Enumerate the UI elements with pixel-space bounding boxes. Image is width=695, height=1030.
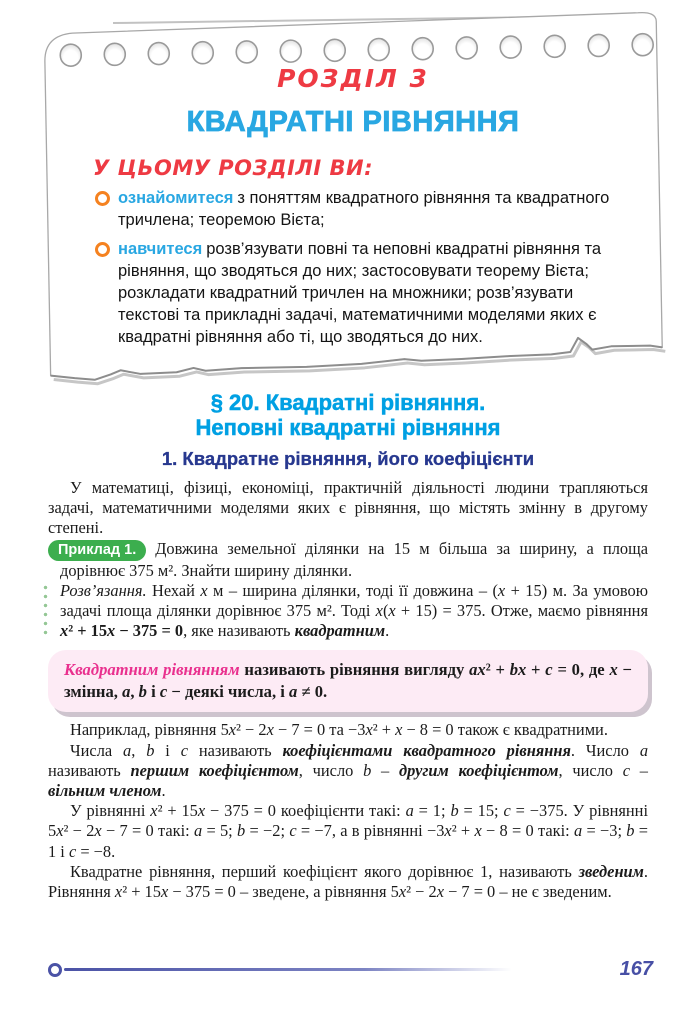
chapter-card bbox=[43, 4, 663, 392]
definition-box: Квадратним рівнянням називають рівняння вигляду ax² + bx + c = 0, де x − змінна, a, b і c − деякі числа, і a ≠ 0. bbox=[48, 650, 648, 712]
section-title bbox=[48, 390, 648, 440]
chapter-bullet-item bbox=[95, 238, 637, 348]
chapter-card-content bbox=[43, 4, 663, 355]
bullet-lead: ознайомитеся bbox=[118, 189, 234, 207]
footer-rule bbox=[64, 968, 610, 971]
page-number: 167 bbox=[619, 958, 653, 980]
bullet-ring-icon bbox=[95, 242, 110, 257]
chapter-title: КВАДРАТНІ РІВНЯННЯ bbox=[186, 106, 520, 138]
chapter-bullet-item bbox=[95, 187, 637, 231]
example-statement: Довжина земельної ділянки на 15 м більша за ширину, а площа дорівнює 375 м². Знайти ширину ділянки. bbox=[60, 538, 648, 580]
paragraph: Наприклад, рівняння 5x² − 2x − 7 = 0 та −3x² + x − 8 = 0 також є квадратними. bbox=[70, 720, 608, 740]
paragraph: Квадратне рівняння, перший коефіцієнт якого дорівнює 1, називають зведеним. Рівняння x² + 15x − 375 = 0 – зведене, а рівняння 5x² − 2x − 7 = 0 – не є зведеним. bbox=[48, 861, 648, 902]
example-badge: Приклад 1. bbox=[48, 540, 146, 561]
paragraph: У математиці, фізиці, економіці, практичній діяльності людини трапляються задачі, математичними моделями яких є рівняння, що містять змінну в другому степені. bbox=[48, 478, 648, 538]
chapter-intro-heading: У ЦЬОМУ РОЗДІЛІ ВИ: bbox=[93, 156, 373, 180]
page-footer bbox=[48, 958, 653, 981]
bullet-lead: навчитеся bbox=[118, 240, 203, 258]
example-1-block bbox=[48, 539, 648, 642]
example-solution-paragraph: Розв’язання. Нехай x м – ширина ділянки, тоді її довжина – (x + 15) м. За умовою задачі площа ділянки дорівнює 375 м². Тоді x(x + 15) = 375. Отже, маємо рівняння x² + 15x − 375 = 0, яке називають квадратним. bbox=[60, 580, 648, 641]
example-dotted-rule bbox=[43, 583, 48, 639]
paragraph: У рівнянні x² + 15x − 375 = 0 коефіцієнти такі: a = 1; b = 15; c = −375. У рівнянні 5x² − 2x − 7 = 0 такі: a = 5; b = −2; c = −7, а в рівнянні −3x² + x − 8 = 0 такі: a = −3; b = 1 і c = −8. bbox=[48, 801, 649, 861]
footer-circle-icon bbox=[48, 963, 62, 977]
section-title-line2: Неповні квадратні рівняння bbox=[195, 415, 501, 440]
example-statement-paragraph bbox=[60, 539, 648, 581]
subsection-title: 1. Квадратне рівняння, його коефіцієнти bbox=[161, 448, 535, 469]
page-body bbox=[48, 390, 648, 902]
chapter-number: РОЗДІЛ 3 bbox=[277, 64, 429, 93]
bullet-ring-icon bbox=[95, 191, 110, 206]
bullet-text: з поняттям квадратного рівняння та квадратного тричлена; теоремою Вієта; bbox=[118, 189, 610, 229]
bullet-text: розв’язувати повні та неповні квадратні рівняння та рівняння, що зводяться до них; застосовувати теорему Вієта; розкладати квадратний тричлен на множники; розв’язувати текстові та прикладні задачі, математичними моделями яких є квадратні рівняння або ті, що зводяться до них. bbox=[118, 240, 602, 346]
paragraph: Числа a, b і c називають коефіцієнтами квадратного рівняння. Число a називають першим коефіцієнтом, число b – другим коефіцієнтом, число c – вільним членом. bbox=[48, 740, 649, 801]
section-title-line1: § 20. Квадратні рівняння. bbox=[210, 390, 486, 415]
